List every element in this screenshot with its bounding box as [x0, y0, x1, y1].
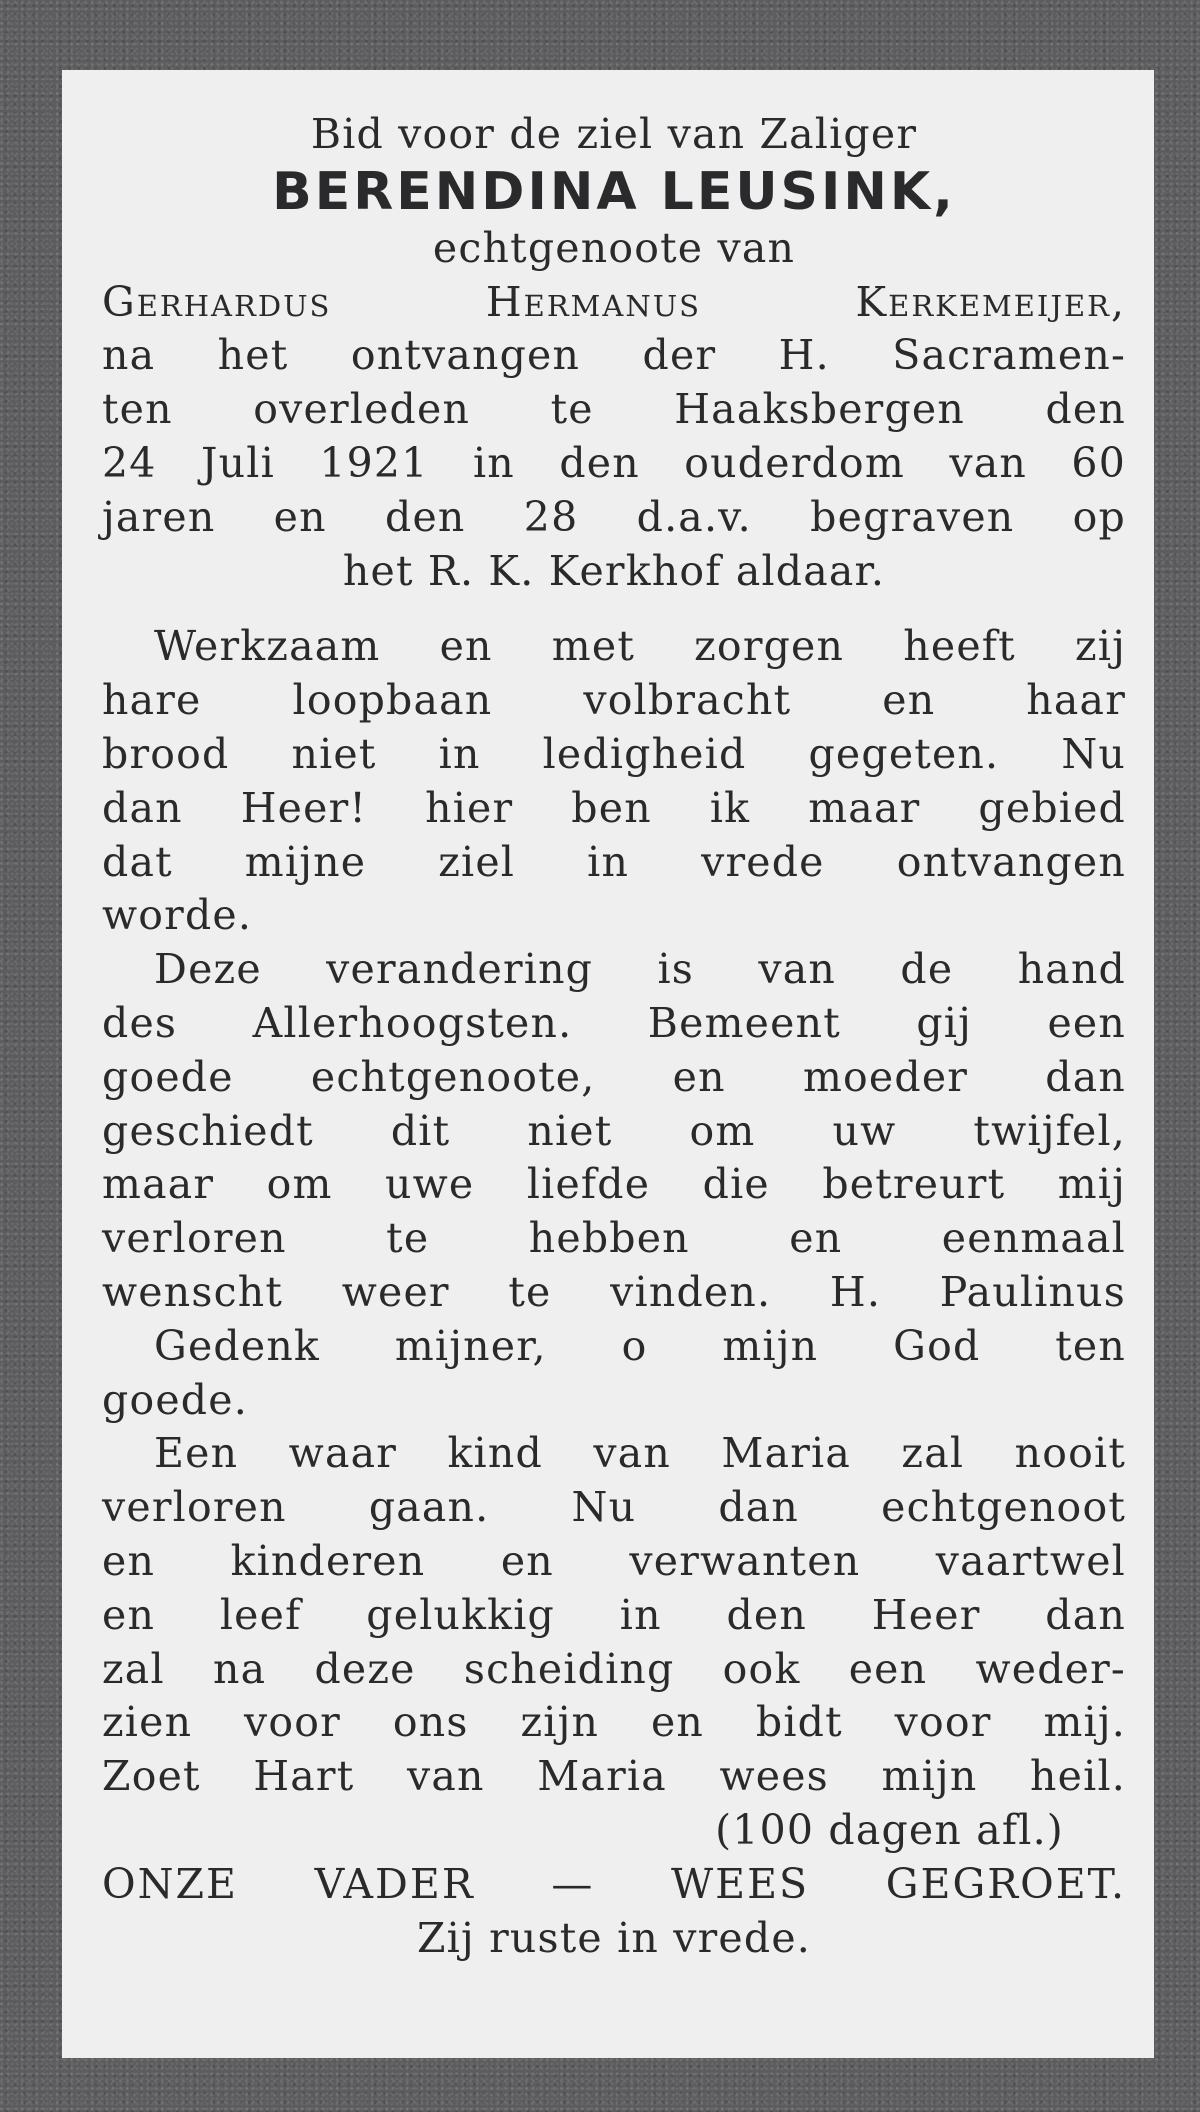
text-line: na het ontvangen der H. Sacramen- [102, 331, 1126, 380]
indulgence-note: (100 dagen afl.) [715, 1805, 1064, 1854]
text-line: het R. K. Kerkhof aldaar. [342, 546, 886, 595]
text-line: worde. [102, 891, 253, 940]
text-line: maar om uwe liefde die betreurt mij [102, 1160, 1126, 1209]
text-line: verloren te hebben en eenmaal [102, 1214, 1126, 1263]
text-line: Gedenk mijner, o mijn God ten [154, 1321, 1126, 1370]
deceased-name: BERENDINA LEUSINK, [272, 161, 956, 222]
text-line: brood niet in ledigheid gegeten. Nu [102, 729, 1126, 778]
text-line: des Allerhoogsten. Bemeent gij een [102, 998, 1126, 1047]
text-line: zien voor ons zijn en bidt voor mij. [102, 1698, 1126, 1747]
text-line: goede. [102, 1375, 248, 1424]
text-line: verloren gaan. Nu dan echtgenoot [102, 1483, 1126, 1532]
spacer [102, 598, 1126, 620]
text-line: zal na deze scheiding ook een weder- [102, 1644, 1126, 1693]
closing-line: Zij ruste in vrede. [416, 1913, 812, 1962]
paragraph-3 [102, 1320, 1126, 1428]
memorial-card [62, 70, 1154, 2058]
text-line: hare loopbaan volbracht en haar [102, 676, 1126, 725]
text-line: 24 Juli 1921 in den ouderdom van 60 [102, 438, 1126, 487]
death-notice [102, 329, 1126, 598]
text-line: goede echtgenoote, en moeder dan [102, 1052, 1126, 1101]
text-line: en kinderen en verwanten vaartwel [102, 1536, 1126, 1585]
text-line: ten overleden te Haaksbergen den [102, 385, 1126, 434]
paragraph-1 [102, 620, 1126, 943]
paragraph-2 [102, 943, 1126, 1320]
text-line: dan Heer! hier ben ik maar gebied [102, 783, 1126, 832]
text-line: Werkzaam en met zorgen heeft zij [154, 622, 1126, 671]
text-line: Een waar kind van Maria zal nooit [154, 1429, 1126, 1478]
paragraph-4 [102, 1427, 1126, 1804]
text-line: geschiedt dit niet om uw twijfel, [102, 1106, 1126, 1155]
text-line: Deze verandering is van de hand [154, 945, 1126, 994]
text-line: Zoet Hart van Maria wees mijn heil. [102, 1752, 1126, 1801]
text-line: dat mijne ziel in vrede ontvangen [102, 837, 1126, 886]
spouse-intro: echtgenoote van [432, 223, 796, 272]
text-line: jaren en den 28 d.a.v. begraven op [102, 492, 1126, 541]
card-heading: Bid voor de ziel van Zaliger [310, 110, 918, 158]
text-line: en leef gelukkig in den Heer dan [102, 1590, 1126, 1639]
prayer-line: ONZE VADER — WEES GEGROET. [102, 1859, 1126, 1908]
text-line: wenscht weer te vinden. H. Paulinus [102, 1267, 1126, 1316]
spouse-name: Gerhardus Hermanus Kerkemeijer, [102, 277, 1126, 326]
